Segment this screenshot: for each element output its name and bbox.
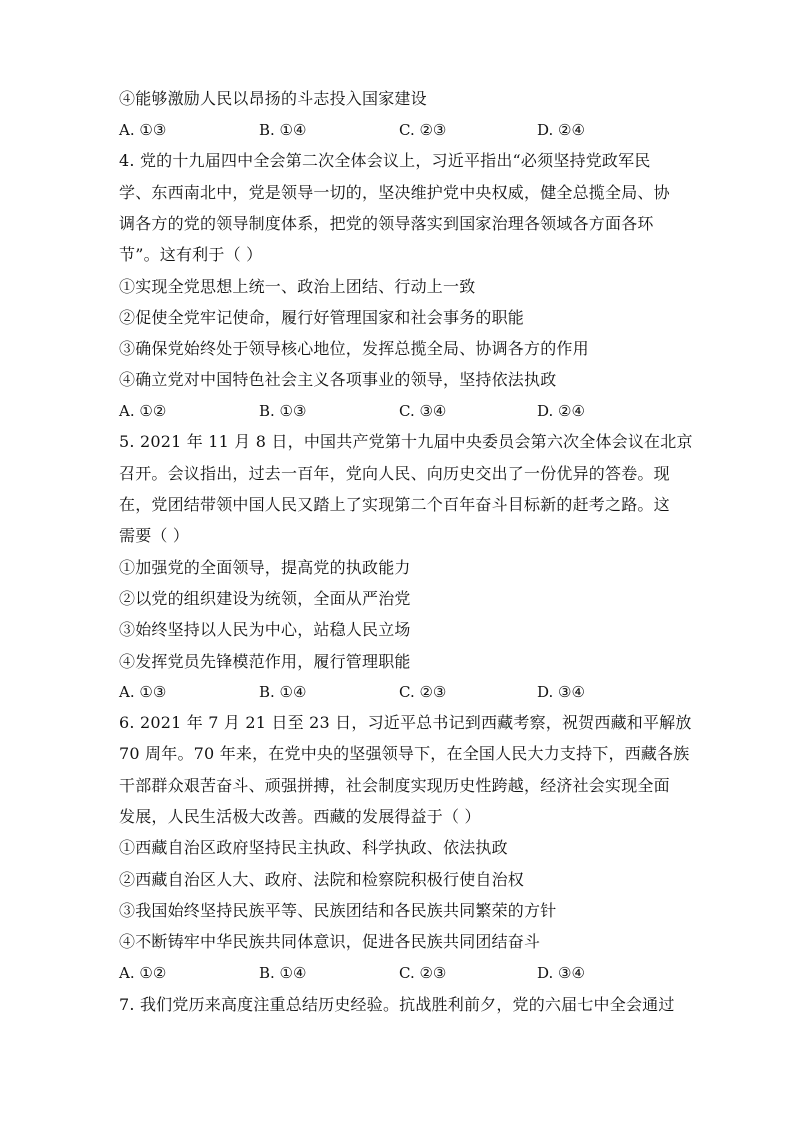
q4-stem-line-2: 学、东西南北中，党是领导一切的，坚决维护党中央权威，健全总揽全局、协 — [119, 183, 670, 202]
q5-item-1: ①加强党的全面领导，提高党的执政能力 — [119, 558, 411, 577]
q5-stem-line-1: 5. 2021 年 11 月 8 日，中国共产党第十九届中央委员会第六次全体会议在北京 — [119, 432, 693, 451]
q6-stem-line-1: 6. 2021 年 7 月 21 日至 23 日，习近平总书记到西藏考察，祝贺西藏和平解放 — [119, 713, 692, 732]
q6-item-3: ③我国始终坚持民族平等、民族团结和各民族共同繁荣的方针 — [119, 901, 557, 920]
q5-option-b: B. ①④ — [259, 683, 307, 701]
q6-option-d: D. ③④ — [537, 964, 585, 982]
q5-item-4: ④发挥党员先锋模范作用，履行管理职能 — [119, 652, 411, 671]
q6-stem-line-2: 70 周年。70 年来，在党中央的坚强领导下，在全国人民大力支持下，西藏各族 — [119, 744, 690, 763]
q5-stem-line-2: 召开。会议指出，过去一百年，党向人民、向历史交出了一份优异的答卷。现 — [119, 464, 670, 483]
q3-item-4: ④能够激励人民以昂扬的斗志投入国家建设 — [119, 89, 427, 108]
q4-option-a: A. ①② — [119, 402, 167, 420]
q4-item-2: ②促使全党牢记使命，履行好管理国家和社会事务的职能 — [119, 308, 525, 327]
q6-item-2: ②西藏自治区人大、政府、法院和检察院积极行使自治权 — [119, 870, 525, 889]
q4-option-c: C. ③④ — [399, 402, 447, 420]
q6-options — [119, 963, 679, 983]
q3-option-a: A. ①③ — [119, 121, 167, 139]
q5-stem-line-3: 在，党团结带领中国人民又踏上了实现第二个百年奋斗目标新的赶考之路。这 — [119, 495, 670, 514]
q6-option-b: B. ①④ — [259, 964, 307, 982]
q5-options — [119, 682, 679, 702]
q4-item-1: ①实现全党思想上统一、政治上团结、行动上一致 — [119, 277, 476, 296]
q4-stem-line-4: 节”。这有利于（ ） — [119, 245, 263, 264]
q3-option-c: C. ②③ — [399, 121, 447, 139]
q4-options — [119, 401, 679, 421]
q6-stem-line-3: 干部群众艰苦奋斗、顽强拼搏，社会制度实现历史性跨越，经济社会实现全面 — [119, 776, 670, 795]
q5-option-d: D. ③④ — [537, 683, 585, 701]
q4-option-d: D. ②④ — [537, 402, 585, 420]
q4-option-b: B. ①③ — [259, 402, 307, 420]
q5-item-3: ③始终坚持以人民为中心，站稳人民立场 — [119, 620, 411, 639]
q6-option-c: C. ②③ — [399, 964, 447, 982]
q3-options — [119, 120, 679, 140]
q6-option-a: A. ①② — [119, 964, 167, 982]
q3-option-b: B. ①④ — [259, 121, 307, 139]
q5-option-a: A. ①③ — [119, 683, 167, 701]
q4-stem-line-3: 调各方的党的领导制度体系，把党的领导落实到国家治理各领域各方面各环 — [119, 214, 654, 233]
q3-option-d: D. ②④ — [537, 121, 585, 139]
q5-option-c: C. ②③ — [399, 683, 447, 701]
q6-item-4: ④不断铸牢中华民族共同体意识，促进各民族共同团结奋斗 — [119, 932, 541, 951]
q4-stem-line-1: 4. 党的十九届四中全会第二次全体会议上，习近平指出“必须坚持党政军民 — [119, 151, 651, 170]
q5-item-2: ②以党的组织建设为统领，全面从严治党 — [119, 589, 411, 608]
q6-stem-line-4: 发展，人民生活极大改善。西藏的发展得益于（ ） — [119, 807, 481, 826]
q5-stem-line-4: 需要（ ） — [119, 526, 190, 545]
q7-stem-line-1: 7. 我们党历来高度注重总结历史经验。抗战胜利前夕，党的六届七中全会通过 — [119, 995, 675, 1014]
q4-item-4: ④确立党对中国特色社会主义各项事业的领导，坚持依法执政 — [119, 370, 557, 389]
q4-item-3: ③确保党始终处于领导核心地位，发挥总揽全局、协调各方的作用 — [119, 339, 589, 358]
q6-item-1: ①西藏自治区政府坚持民主执政、科学执政、依法执政 — [119, 838, 508, 857]
